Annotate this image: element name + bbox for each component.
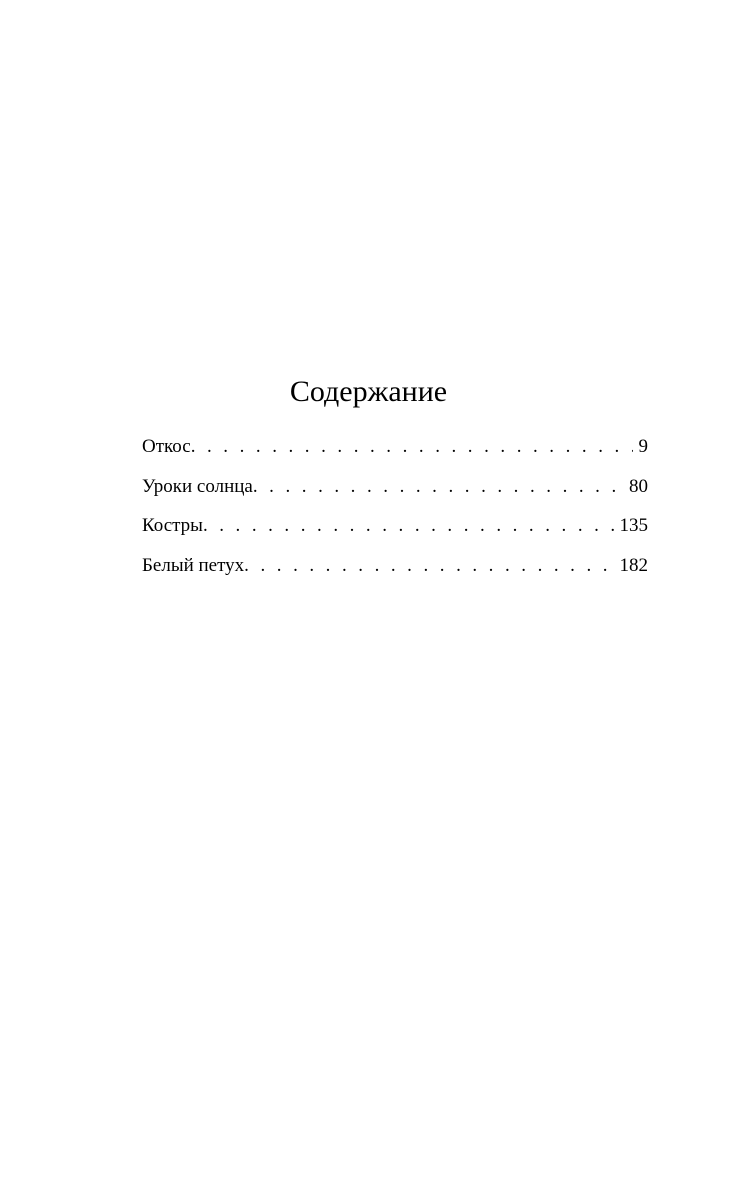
dot-leader — [244, 551, 613, 581]
table-of-contents — [142, 432, 648, 590]
toc-entry-page-number: 9 — [638, 436, 648, 457]
toc-entry-title: Откос — [142, 436, 191, 457]
toc-entry[interactable] — [142, 511, 648, 551]
dot-leader — [191, 432, 633, 462]
toc-entry-page-number: 80 — [629, 475, 648, 497]
page-title: Содержание — [289, 375, 448, 408]
toc-entry[interactable] — [142, 551, 648, 591]
toc-entry[interactable] — [142, 472, 648, 512]
dot-leader — [203, 511, 614, 541]
toc-entry[interactable] — [142, 432, 648, 472]
toc-entry-page-number: 182 — [619, 554, 648, 576]
toc-entry-title: Костры — [142, 515, 203, 536]
dot-leader — [253, 472, 623, 502]
toc-entry-title: Уроки солнца — [142, 475, 253, 497]
toc-entry-page-number: 135 — [619, 515, 648, 536]
toc-entry-title: Белый петух — [142, 554, 245, 576]
